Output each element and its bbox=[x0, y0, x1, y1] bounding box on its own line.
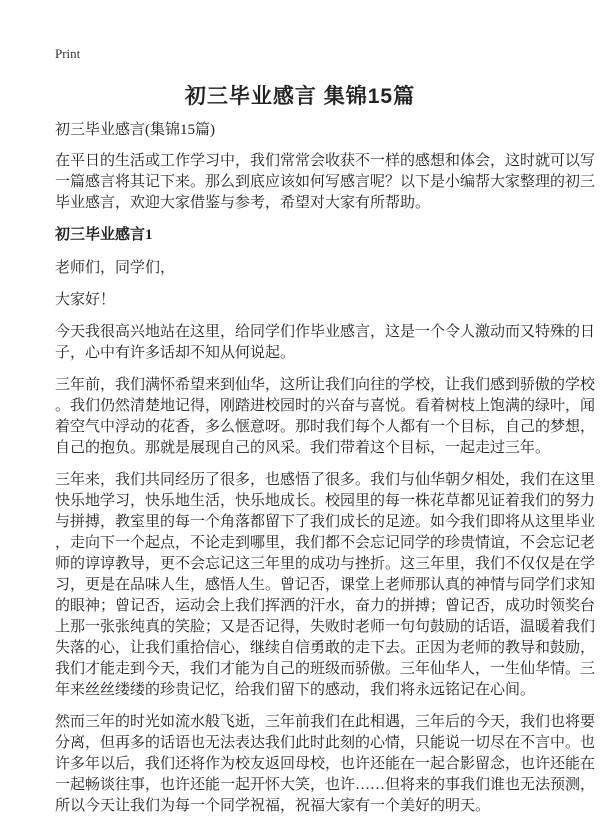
text-line: 毕业感言，欢迎大家借鉴与参考，希望对大家有所帮助。 bbox=[55, 195, 431, 211]
paragraph bbox=[55, 290, 555, 311]
text-line: 习，更是在品味人生，感悟人生。曾记否，课堂上老师那认真的神情与同学们求知 bbox=[55, 577, 596, 593]
text-line: 老师们，同学们， bbox=[55, 260, 176, 276]
paragraph bbox=[55, 258, 555, 279]
text-line: 与拼搏，教室里的每一个角落都留下了我们成长的足迹。如今我们即将从这里毕业 bbox=[55, 514, 596, 530]
text-line: 许多年以后，我们还将作为校友返回母校，也许还能在一起合影留念，也许还能在 bbox=[55, 756, 596, 772]
text-line: 一篇感言将其记下来。那么到底应该如何写感言呢？以下是小编帮大家整理的初三 bbox=[55, 174, 596, 190]
text-line: 失落的心，让我们重拾信心，继续自信勇敢的走下去。正因为老师的教导和鼓励， bbox=[55, 640, 596, 656]
text-line: 所以今天让我们为每一个同学祝福，祝福大家有一个美好的明天。 bbox=[55, 798, 491, 814]
text-line: 快乐地学习，快乐地生活，快乐地成长。校园里的每一株花草都见证着我们的努力 bbox=[55, 493, 596, 509]
text-line: 自己的抱负。那就是展现自己的风采。我们带着这个目标，一起走过三年。 bbox=[55, 440, 551, 456]
paragraph bbox=[55, 375, 596, 459]
document-subtitle: 初三毕业感言(集锦15篇) bbox=[55, 122, 215, 138]
print-link[interactable]: Print bbox=[55, 46, 81, 61]
text-line: 今天我很高兴地站在这里，给同学们作毕业感言，这是一个令人激动而又特殊的日 bbox=[55, 324, 596, 340]
text-line: 师的谆谆教导，更不会忘记这三年里的成功与挫折。这三年里，我们不仅仅是在学 bbox=[55, 556, 596, 572]
paragraph bbox=[55, 712, 596, 817]
paragraph bbox=[55, 470, 596, 701]
text-line: 三年来，我们共同经历了很多，也感悟了很多。我们与仙华朝夕相处，我们在这里 bbox=[55, 472, 596, 488]
text-line: 大家好！ bbox=[55, 292, 116, 308]
text-line: 分离，但再多的话语也无法表达我们此时此刻的心情，只能说一切尽在不言中。也 bbox=[55, 735, 596, 751]
text-line: 我们才能走到今天，我们才能为自己的班级而骄傲。三年仙华人，一生仙华情。三 bbox=[55, 661, 596, 677]
document-blocks bbox=[55, 151, 596, 817]
text-line: 的眼神；曾记否，运动会上我们挥洒的汗水，奋力的拼搏；曾记否，成功时领奖台 bbox=[55, 598, 596, 614]
paragraph bbox=[55, 151, 596, 214]
text-line: 年来丝丝缕缕的珍贵记忆，给我们留下的感动，我们将永远铭记在心间。 bbox=[55, 682, 536, 698]
paragraph bbox=[55, 322, 596, 364]
text-line: 子，心中有许多话却不知从何说起。 bbox=[55, 345, 296, 361]
text-line: 初三毕业感言1 bbox=[55, 227, 153, 243]
text-line: 在平日的生活或工作学习中，我们常常会收获不一样的感想和体会，这时就可以写 bbox=[55, 153, 596, 169]
text-line: 上那一张张纯真的笑脸；又是否记得，失败时老师一句句鼓励的话语，温暖着我们 bbox=[55, 619, 596, 635]
text-line: 一起畅谈往事，也许还能一起开怀大笑，也许……但将来的事我们谁也无法预测， bbox=[55, 777, 596, 793]
text-line: 三年前，我们满怀希望来到仙华，这所让我们向往的学校，让我们感到骄傲的学校 bbox=[55, 377, 596, 393]
text-line: 。我们仍然清楚地记得，刚踏进校园时的兴奋与喜悦。看着树枝上饱满的绿叶，闻 bbox=[55, 398, 596, 414]
text-line: 然而三年的时光如流水般飞逝，三年前我们在此相遇，三年后的今天，我们也将要 bbox=[55, 714, 596, 730]
page-title: 初三毕业感言 集锦15篇 bbox=[184, 85, 416, 108]
text-line: 着空气中浮动的花香，多么惬意呀。那时我们每个人都有一个目标，自己的梦想， bbox=[55, 419, 596, 435]
text-line: ，走向下一个起点，不论走到哪里，我们都不会忘记同学的珍贵情谊，不会忘记老 bbox=[55, 535, 596, 551]
document-body bbox=[55, 120, 596, 828]
section-heading bbox=[55, 225, 555, 246]
